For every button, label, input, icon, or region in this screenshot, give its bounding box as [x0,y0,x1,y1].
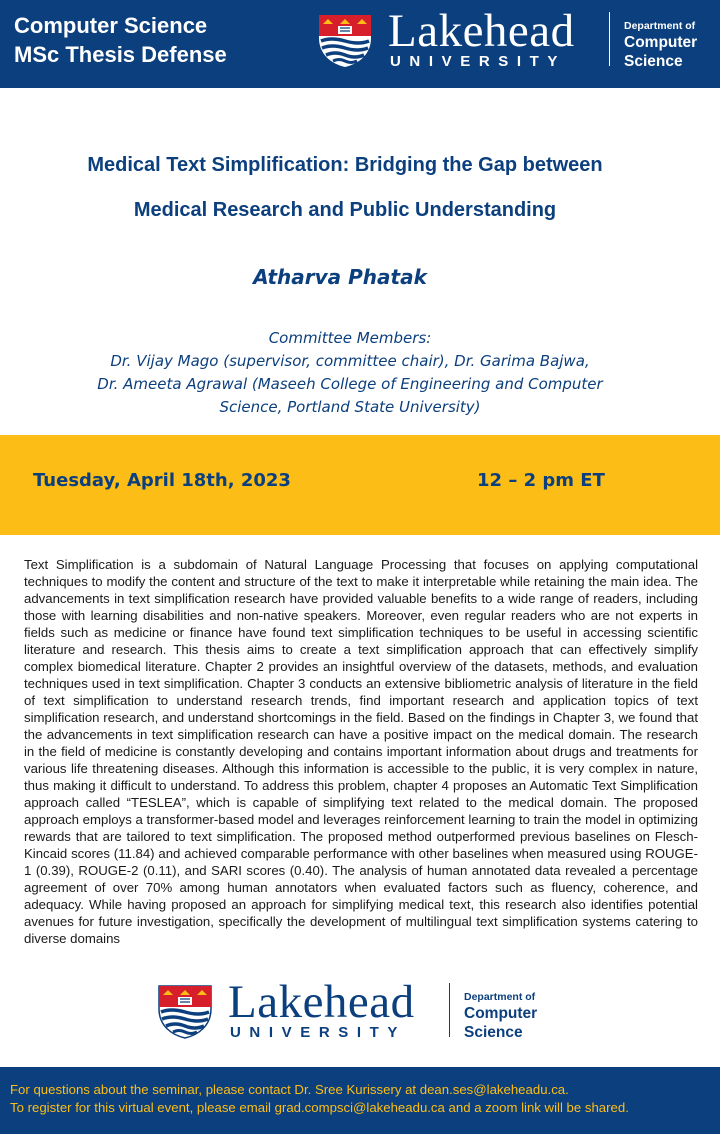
logo-dept-line3: Science [464,1024,523,1041]
logo-department [624,19,697,71]
event-title-line2: MSc Thesis Defense [14,42,227,67]
defense-date: Tuesday, April 18th, 2023 [33,470,291,491]
logo-divider [609,12,610,66]
logo-dept-line2: Computer [624,34,698,51]
thesis-title-line2: Medical Research and Public Understanding [133,199,557,221]
logo-wordmark: Lakehead [228,976,415,1028]
logo-dept-line3: Science [624,53,683,70]
footer-register-line: To register for this virtual event, please email grad.compsci@lakeheadu.ca and a zoom link will be shared. [10,1100,629,1115]
lakehead-logo-footer [156,976,556,1041]
logo-university: UNIVERSITY [230,1024,407,1041]
footer-contact-line: For questions about the seminar, please contact Dr. Sree Kurissery at dean.ses@lakeheadu.ca. [10,1082,569,1097]
defense-time: 12 – 2 pm ET [477,470,605,491]
thesis-title [20,143,670,233]
lakehead-shield-icon [316,12,374,68]
logo-dept-line1: Department of [624,20,696,32]
event-title [14,11,227,69]
header-band [0,0,720,88]
logo-dept-line1: Department of [464,991,536,1003]
committee-line2: Dr. Ameeta Agrawal (Maseeh College of Engineering and Computer [97,375,603,393]
committee-members [20,327,680,419]
lakehead-logo-header [316,5,716,70]
committee-heading: Committee Members: [268,329,432,347]
logo-department [464,990,537,1042]
logo-divider [449,983,450,1037]
event-title-line1: Computer Science [14,13,208,38]
footer-contact [10,1081,629,1117]
schedule-band [0,435,720,535]
logo-dept-line2: Computer [464,1005,538,1022]
author-name: Atharva Phatak [253,265,427,289]
committee-line1: Dr. Vijay Mago (supervisor, committee chair), Dr. Garima Bajwa, [110,352,590,370]
logo-university: UNIVERSITY [390,53,567,70]
logo-wordmark: Lakehead [388,5,575,57]
lakehead-shield-icon [156,983,214,1039]
footer-band [0,1067,720,1134]
thesis-title-line1: Medical Text Simplification: Bridging the Gap between [87,154,603,176]
committee-line3: Science, Portland State University) [219,398,481,416]
abstract-text: Text Simplification is a subdomain of Natural Language Processing that focuses on applying computational techniques to modify the content and structure of the text to make it interpretable while retaining the main idea. The advancements in text simplification research have provided valuable benefits to a wide range of readers, including those with learning disabilities and non-native speakers. Moreover, even regular readers who are not experts in fields such as medicine or finance have found text simplification techniques to be useful in accessing scientific literature and research. This thesis aims to create a text simplification approach that can effectively simplify complex biomedical literature. Chapter 2 provides an insightful overview of the datasets, methods, and evaluation techniques used in text simplification. Chapter 3 conducts an extensive bibliometric analysis of literature in the field of text simplification to understand research trends, find important research and application topics of text simplification research, and understand shortcomings in the field. Based on the findings in Chapter 3, we found that the advancements in text simplification research can have a positive impact on the medical domain. The research in the field of medicine is constantly developing and contains important information about drugs and treatments for various life threatening diseases. Although this information is accessible to the public, it is very complex in nature, thus making it difficult to understand. To address this problem, chapter 4 proposes an Automatic Text Simplification approach called “TESLEA”, which is capable of simplifying text related to the medical domain. The proposed approach employs a transformer-based model and leverages reinforcement learning to train the model in optimizing rewards that are tailored to text simplification. The proposed method outperformed previous baselines on Flesch-Kincaid scores (11.84) and achieved comparable performance with other baselines when measured using ROUGE-1 (0.39), ROUGE-2 (0.11), and SARI scores (0.40). The analysis of human annotated data revealed a percentage agreement of over 70% among human annotators when evaluated factors such as fluency, coherence, and adequacy. While having proposed an approach for simplifying medical text, this research also identifies potential avenues for future investigation, specifically the development of multilingual text simplification systems catering to diverse domains [24,557,698,946]
